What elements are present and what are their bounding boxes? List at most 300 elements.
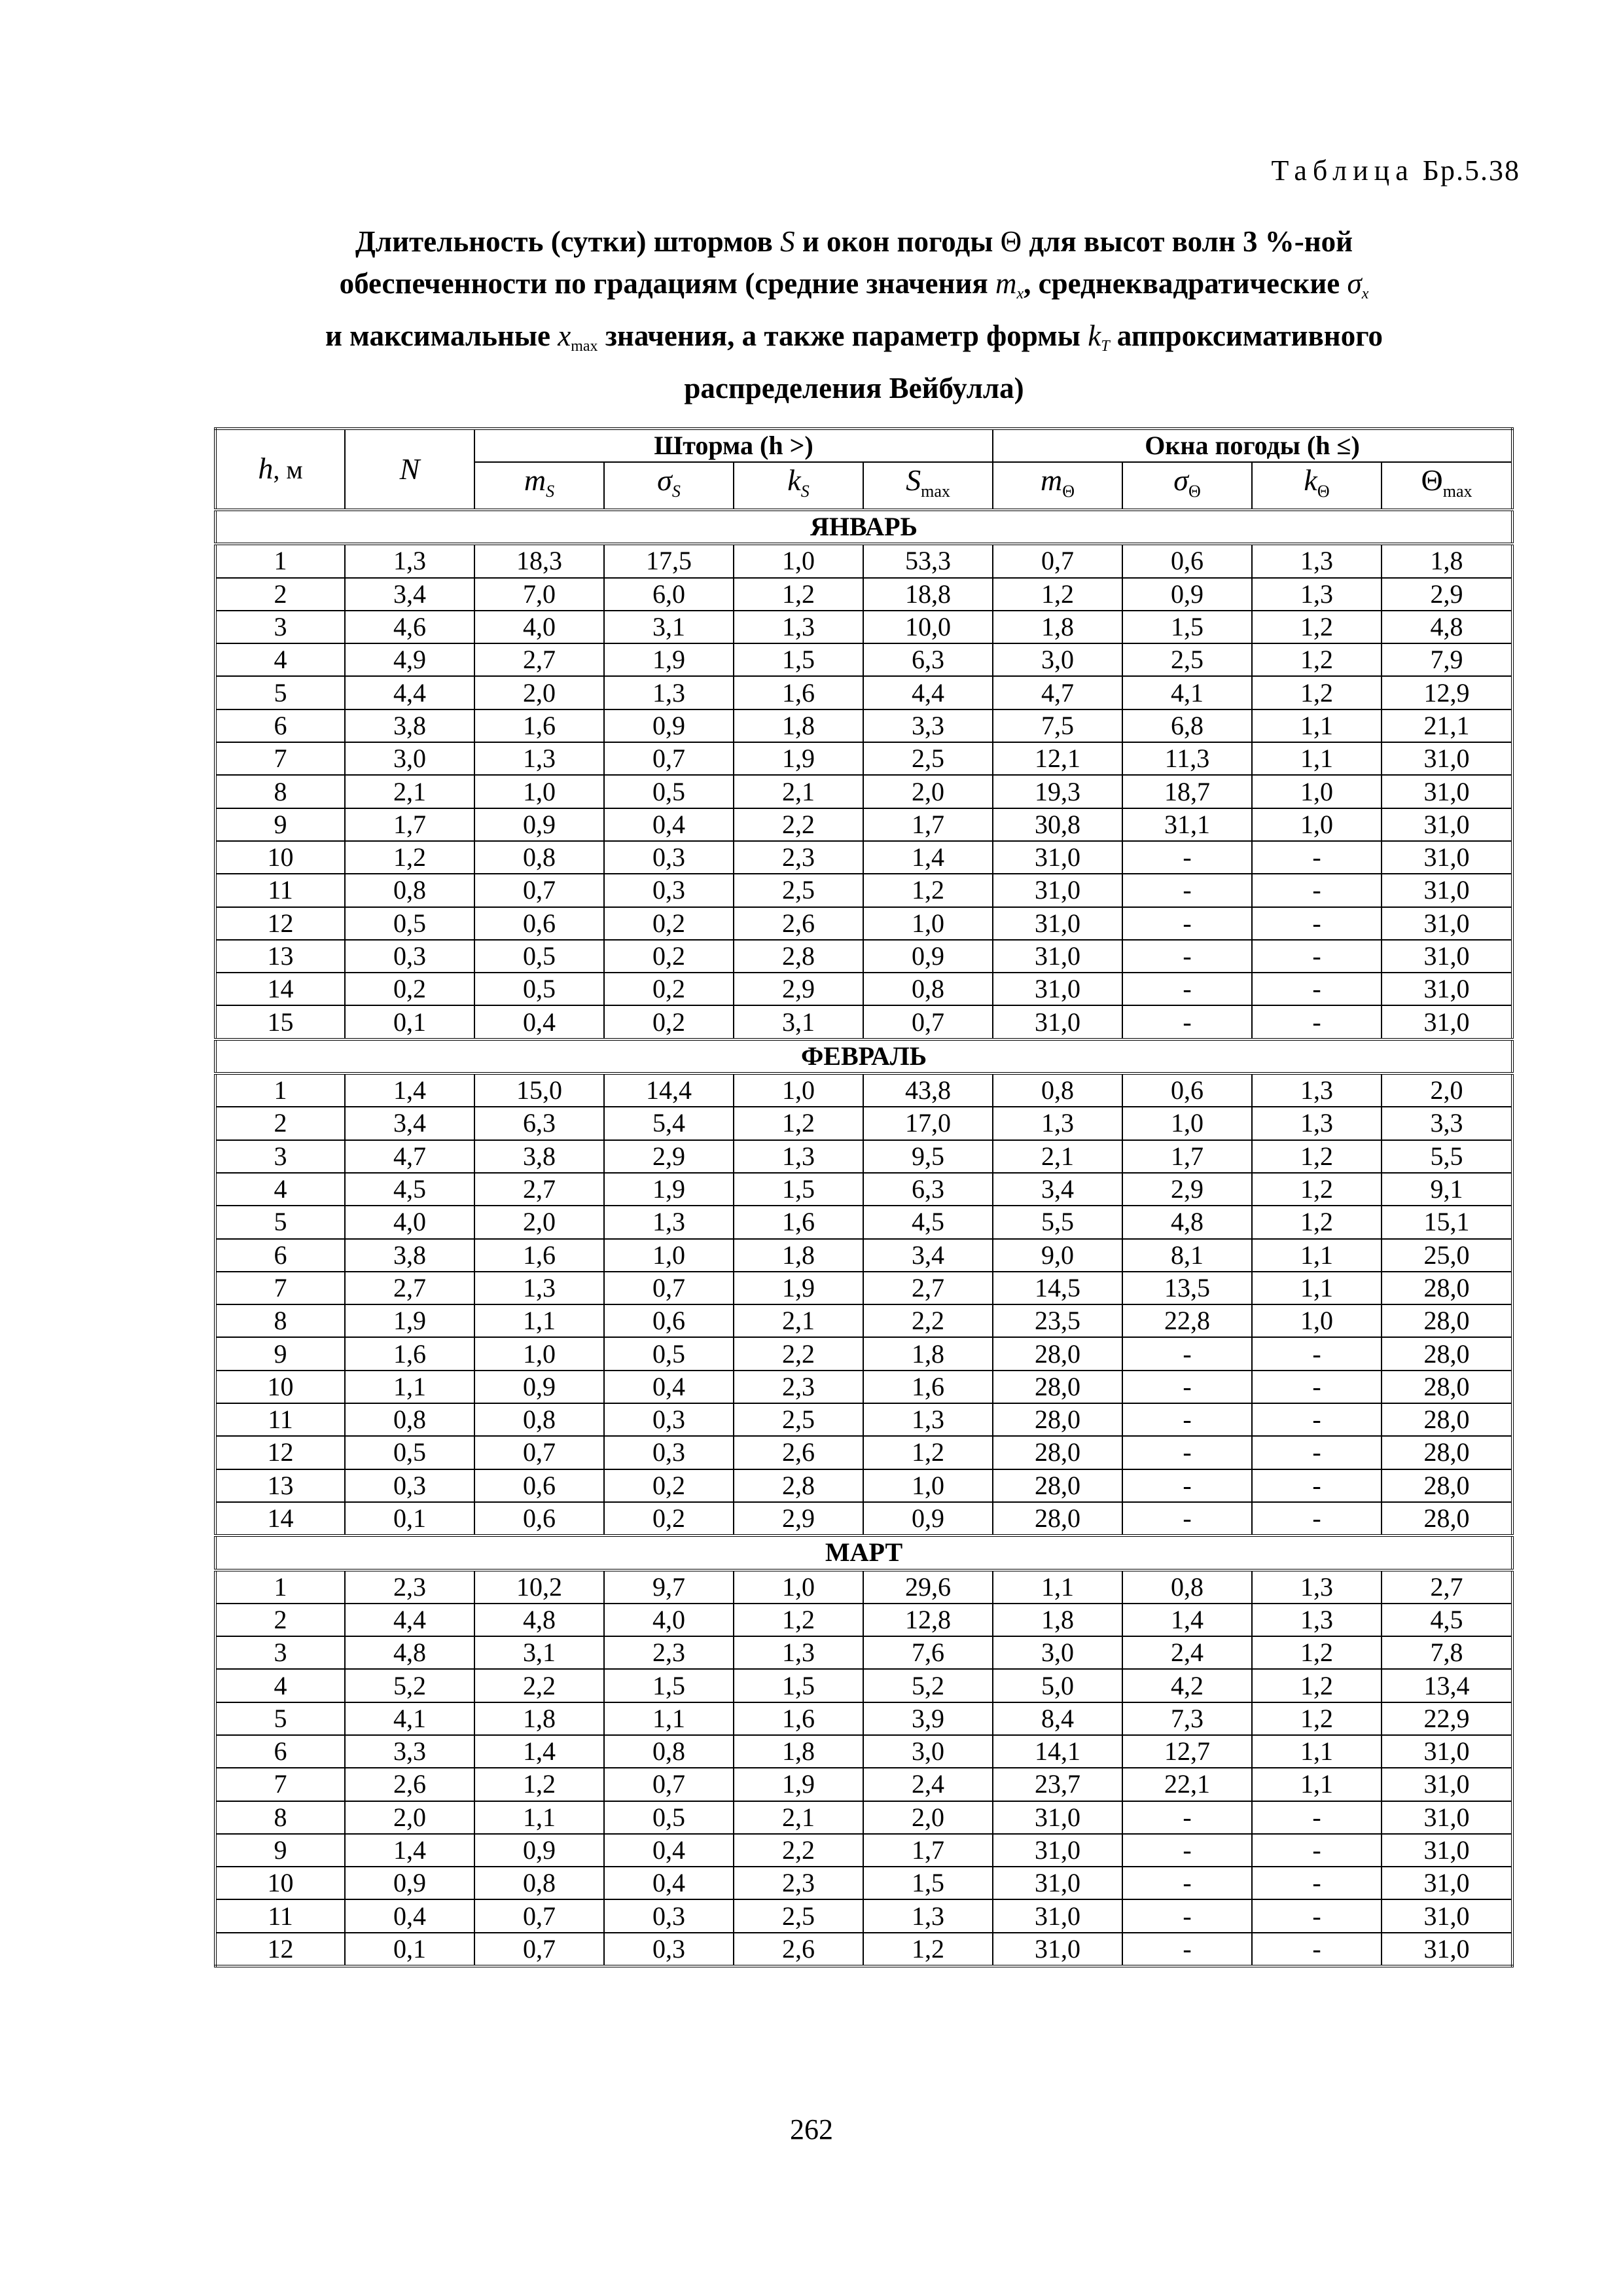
table-row xyxy=(215,1239,1512,1272)
header-window-col-3 xyxy=(1252,462,1382,510)
table-cell: 1,2 xyxy=(1252,1636,1382,1669)
table-cell: - xyxy=(1122,841,1252,874)
table-cell: 1,0 xyxy=(734,544,863,577)
table-cell: 31,0 xyxy=(1382,808,1512,841)
table-cell: 7 xyxy=(215,1768,345,1801)
table-cell: 3 xyxy=(215,1636,345,1669)
header-storm-col-2 xyxy=(604,462,734,510)
table-cell: - xyxy=(1252,1899,1382,1932)
table-row xyxy=(215,1107,1512,1139)
table-cell: 6 xyxy=(215,709,345,742)
header-symbol-sub: S xyxy=(671,481,681,501)
table-cell: 43,8 xyxy=(863,1073,993,1107)
table-cell: 1,2 xyxy=(345,841,474,874)
table-row xyxy=(215,1073,1512,1107)
table-row xyxy=(215,1768,1512,1801)
table-cell: 28,0 xyxy=(1382,1337,1512,1370)
table-cell: 0,5 xyxy=(604,1801,734,1834)
table-cell: - xyxy=(1122,1403,1252,1436)
table-cell: - xyxy=(1252,1801,1382,1834)
caption-text: значения, а также параметр формы xyxy=(605,319,1080,352)
table-cell: 1,3 xyxy=(1252,1073,1382,1107)
header-symbol-sub: Θ xyxy=(1317,481,1330,501)
table-cell: 1,5 xyxy=(863,1867,993,1899)
table-cell: 1,5 xyxy=(734,1173,863,1206)
table-cell: 3,9 xyxy=(863,1702,993,1735)
table-cell: 31,0 xyxy=(1382,907,1512,940)
table-cell: 28,0 xyxy=(1382,1469,1512,1502)
table-cell: - xyxy=(1122,1371,1252,1403)
table-cell: 9,7 xyxy=(604,1570,734,1604)
table-cell: 3,4 xyxy=(993,1173,1122,1206)
table-cell: 22,1 xyxy=(1122,1768,1252,1801)
table-cell: 31,0 xyxy=(993,907,1122,940)
table-cell: 4,4 xyxy=(863,676,993,709)
table-cell: 2,2 xyxy=(734,1834,863,1867)
header-h-symbol: h xyxy=(258,452,274,485)
table-cell: 2,0 xyxy=(1382,1073,1512,1107)
table-cell: 4,1 xyxy=(1122,676,1252,709)
table-cell: 0,6 xyxy=(474,1502,604,1535)
table-cell: 1,1 xyxy=(1252,742,1382,775)
table-cell: 28,0 xyxy=(1382,1436,1512,1469)
table-cell: - xyxy=(1122,1801,1252,1834)
table-cell: 1,8 xyxy=(993,1604,1122,1636)
table-cell: 1,7 xyxy=(863,808,993,841)
table-cell: 4,7 xyxy=(993,676,1122,709)
table-cell: 2,7 xyxy=(863,1272,993,1304)
table-cell: 31,0 xyxy=(993,1005,1122,1039)
table-row xyxy=(215,775,1512,808)
table-cell: 7,8 xyxy=(1382,1636,1512,1669)
table-cell: 1,2 xyxy=(863,874,993,906)
table-cell: - xyxy=(1122,1933,1252,1966)
table-cell: 4,2 xyxy=(1122,1669,1252,1702)
header-storm-col-4 xyxy=(863,462,993,510)
caption-text: Длительность (сутки) штормов xyxy=(355,225,773,258)
header-N: N xyxy=(345,429,474,510)
table-cell: 31,0 xyxy=(1382,874,1512,906)
table-cell: 1,5 xyxy=(1122,611,1252,643)
table-cell: 0,5 xyxy=(604,1337,734,1370)
table-cell: 0,7 xyxy=(474,1933,604,1966)
table-cell: 0,8 xyxy=(993,1073,1122,1107)
table-cell: 1,0 xyxy=(1252,1304,1382,1337)
table-cell: 7,6 xyxy=(863,1636,993,1669)
table-cell: 28,0 xyxy=(1382,1272,1512,1304)
caption-text: , среднеквадратические xyxy=(1024,267,1340,300)
table-row xyxy=(215,1570,1512,1604)
table-cell: 6 xyxy=(215,1239,345,1272)
table-cell: 31,0 xyxy=(1382,775,1512,808)
table-cell: 7 xyxy=(215,742,345,775)
table-cell: 12 xyxy=(215,907,345,940)
table-cell: 31,0 xyxy=(993,1899,1122,1932)
table-cell: 1,3 xyxy=(474,742,604,775)
table-cell: 14 xyxy=(215,973,345,1005)
table-row xyxy=(215,1933,1512,1966)
table-cell: 0,3 xyxy=(604,1436,734,1469)
caption-line-1 xyxy=(216,221,1492,262)
table-cell: 8,4 xyxy=(993,1702,1122,1735)
table-row xyxy=(215,709,1512,742)
month-row xyxy=(215,1535,1512,1570)
table-cell: - xyxy=(1252,1436,1382,1469)
caption-subscript: max xyxy=(571,338,598,355)
header-h xyxy=(215,429,345,510)
table-cell: 12,9 xyxy=(1382,676,1512,709)
table-cell: 18,3 xyxy=(474,544,604,577)
table-cell: 12 xyxy=(215,1436,345,1469)
caption-line-3 xyxy=(216,315,1492,367)
table-cell: 31,0 xyxy=(1382,1801,1512,1834)
table-cell: 1,1 xyxy=(1252,1768,1382,1801)
table-cell: 0,7 xyxy=(474,874,604,906)
table-cell: 4,9 xyxy=(345,643,474,676)
table-cell: 0,2 xyxy=(604,1005,734,1039)
table-cell: 4 xyxy=(215,1173,345,1206)
table-cell: 0,9 xyxy=(863,1502,993,1535)
table-cell: 0,6 xyxy=(474,907,604,940)
table-cell: 6 xyxy=(215,1735,345,1768)
table-row xyxy=(215,1735,1512,1768)
table-cell: - xyxy=(1122,1436,1252,1469)
table-cell: 3,3 xyxy=(863,709,993,742)
table-cell: 10 xyxy=(215,841,345,874)
table-cell: 11,3 xyxy=(1122,742,1252,775)
data-table xyxy=(214,427,1514,1967)
table-cell: 2,3 xyxy=(734,841,863,874)
table-cell: 4,8 xyxy=(345,1636,474,1669)
table-cell: 2,7 xyxy=(345,1272,474,1304)
table-cell: 1,4 xyxy=(474,1735,604,1768)
table-row xyxy=(215,1801,1512,1834)
table-cell: 4,7 xyxy=(345,1140,474,1173)
table-cell: 2,4 xyxy=(863,1768,993,1801)
table-cell: 0,9 xyxy=(474,1371,604,1403)
header-symbol-sub: S xyxy=(546,481,555,501)
table-cell: 8,1 xyxy=(1122,1239,1252,1272)
table-cell: 13,5 xyxy=(1122,1272,1252,1304)
header-symbol-sub: S xyxy=(800,481,810,501)
table-cell: 0,3 xyxy=(604,841,734,874)
table-cell: 1,1 xyxy=(474,1801,604,1834)
table-cell: 1,4 xyxy=(345,1073,474,1107)
table-cell: 4,5 xyxy=(863,1206,993,1238)
table-cell: - xyxy=(1252,1834,1382,1867)
header-weather-windows: Окна погоды (h ≤) xyxy=(993,429,1512,462)
caption-subscript: T xyxy=(1101,338,1110,355)
table-cell: 0,4 xyxy=(604,1834,734,1867)
table-cell: 31,0 xyxy=(993,1834,1122,1867)
table-cell: 0,9 xyxy=(474,1834,604,1867)
table-cell: 0,9 xyxy=(345,1867,474,1899)
table-cell: 1,8 xyxy=(863,1337,993,1370)
caption-text: для высот волн 3 %-ной xyxy=(1029,225,1353,258)
caption-subscript: x xyxy=(1361,285,1369,302)
table-cell: 1,4 xyxy=(345,1834,474,1867)
table-cell: 0,3 xyxy=(604,1899,734,1932)
table-cell: 31,0 xyxy=(1382,742,1512,775)
table-cell: 1,6 xyxy=(734,676,863,709)
table-cell: 12,7 xyxy=(1122,1735,1252,1768)
table-cell: 1,2 xyxy=(734,1604,863,1636)
table-cell: 2,3 xyxy=(734,1371,863,1403)
table-cell: 7,3 xyxy=(1122,1702,1252,1735)
table-cell: 0,1 xyxy=(345,1005,474,1039)
table-cell: 3,3 xyxy=(1382,1107,1512,1139)
caption-symbol: Θ xyxy=(1000,225,1022,258)
table-cell: 4,1 xyxy=(345,1702,474,1735)
table-cell: - xyxy=(1252,1337,1382,1370)
header-symbol-sub: Θ xyxy=(1188,481,1201,501)
table-cell: 13 xyxy=(215,940,345,973)
table-cell: 2,0 xyxy=(863,775,993,808)
table-cell: 8 xyxy=(215,1304,345,1337)
header-symbol-base: k xyxy=(787,463,801,497)
table-cell: 0,4 xyxy=(474,1005,604,1039)
table-cell: 12 xyxy=(215,1933,345,1966)
caption-symbol: S xyxy=(780,225,795,258)
table-cell: - xyxy=(1122,907,1252,940)
table-cell: 4,5 xyxy=(1382,1604,1512,1636)
table-cell: 2 xyxy=(215,578,345,611)
table-cell: 2,5 xyxy=(734,1899,863,1932)
table-cell: 2,7 xyxy=(1382,1570,1512,1604)
table-cell: 3,8 xyxy=(345,1239,474,1272)
table-cell: 5,2 xyxy=(345,1669,474,1702)
table-cell: 28,0 xyxy=(993,1337,1122,1370)
table-cell: 31,0 xyxy=(1382,973,1512,1005)
table-cell: 4,0 xyxy=(604,1604,734,1636)
table-cell: - xyxy=(1252,1403,1382,1436)
table-row xyxy=(215,1371,1512,1403)
table-cell: 5,5 xyxy=(993,1206,1122,1238)
table-cell: 9,1 xyxy=(1382,1173,1512,1206)
table-cell: 0,3 xyxy=(604,1403,734,1436)
table-cell: 0,5 xyxy=(345,1436,474,1469)
table-cell: - xyxy=(1252,1933,1382,1966)
table-row xyxy=(215,1304,1512,1337)
table-cell: 31,0 xyxy=(993,973,1122,1005)
table-cell: 1,2 xyxy=(734,1107,863,1139)
table-cell: 0,2 xyxy=(345,973,474,1005)
header-symbol-sub: max xyxy=(1442,481,1472,501)
table-cell: 1,7 xyxy=(863,1834,993,1867)
table-cell: 12,1 xyxy=(993,742,1122,775)
table-cell: 22,9 xyxy=(1382,1702,1512,1735)
table-cell: 0,5 xyxy=(474,940,604,973)
table-cell: 2,3 xyxy=(734,1867,863,1899)
table-cell: 28,0 xyxy=(1382,1371,1512,1403)
table-cell: 9,0 xyxy=(993,1239,1122,1272)
table-cell: - xyxy=(1122,874,1252,906)
header-symbol-sub: Θ xyxy=(1062,481,1075,501)
table-row xyxy=(215,1702,1512,1735)
table-cell: 2,7 xyxy=(474,643,604,676)
table-cell: 1,2 xyxy=(863,1933,993,1966)
table-row xyxy=(215,1403,1512,1436)
caption-text: и максимальные xyxy=(325,319,550,352)
table-cell: 2,0 xyxy=(474,1206,604,1238)
table-row xyxy=(215,874,1512,906)
table-cell: 0,8 xyxy=(345,874,474,906)
table-cell: 1,2 xyxy=(1252,1702,1382,1735)
table-cell: 0,3 xyxy=(345,1469,474,1502)
table-cell: 18,7 xyxy=(1122,775,1252,808)
table-cell: 1,1 xyxy=(993,1570,1122,1604)
caption-line-2 xyxy=(216,262,1492,315)
table-cell: - xyxy=(1252,1469,1382,1502)
table-cell: 1 xyxy=(215,544,345,577)
table-row xyxy=(215,1206,1512,1238)
table-cell: 6,3 xyxy=(863,1173,993,1206)
table-cell: 0,4 xyxy=(604,1371,734,1403)
table-cell: 11 xyxy=(215,1899,345,1932)
month-label: ФЕВРАЛЬ xyxy=(215,1039,1512,1073)
table-cell: 1,2 xyxy=(1252,1206,1382,1238)
table-cell: 0,8 xyxy=(474,1403,604,1436)
table-cell: 2,2 xyxy=(734,808,863,841)
table-cell: 1,7 xyxy=(1122,1140,1252,1173)
table-row xyxy=(215,808,1512,841)
table-cell: 0,7 xyxy=(604,742,734,775)
header-symbol-base: σ xyxy=(657,463,672,497)
table-cell: 6,8 xyxy=(1122,709,1252,742)
page-number: 262 xyxy=(790,2113,833,2145)
table-cell: 10,2 xyxy=(474,1570,604,1604)
table-cell: - xyxy=(1122,1899,1252,1932)
table-cell: 2,8 xyxy=(734,940,863,973)
table-cell: 2,5 xyxy=(1122,643,1252,676)
table-cell: 2,6 xyxy=(345,1768,474,1801)
table-cell: 9 xyxy=(215,808,345,841)
table-cell: 14,5 xyxy=(993,1272,1122,1304)
table-cell: 1,1 xyxy=(345,1371,474,1403)
table-cell: 2,9 xyxy=(1122,1173,1252,1206)
table-cell: 1,0 xyxy=(604,1239,734,1272)
table-cell: 13 xyxy=(215,1469,345,1502)
table-cell: 1,4 xyxy=(1122,1604,1252,1636)
month-label: ЯНВАРЬ xyxy=(215,510,1512,544)
table-cell: 10 xyxy=(215,1371,345,1403)
header-symbol-base: σ xyxy=(1173,463,1188,497)
table-cell: 4,6 xyxy=(345,611,474,643)
month-row xyxy=(215,510,1512,544)
table-row xyxy=(215,611,1512,643)
table-cell: 2,1 xyxy=(345,775,474,808)
table-cell: 1,0 xyxy=(863,1469,993,1502)
table-cell: 1,4 xyxy=(863,841,993,874)
table-cell: 1,3 xyxy=(474,1272,604,1304)
table-cell: 2,6 xyxy=(734,907,863,940)
table-body xyxy=(215,510,1512,1966)
header-window-col-1 xyxy=(993,462,1122,510)
table-cell: 0,2 xyxy=(604,1502,734,1535)
table-cell: - xyxy=(1252,1502,1382,1535)
table-cell: 1 xyxy=(215,1073,345,1107)
table-cell: - xyxy=(1252,1371,1382,1403)
table-cell: 2,1 xyxy=(993,1140,1122,1173)
table-cell: 0,4 xyxy=(345,1899,474,1932)
table-cell: 0,3 xyxy=(345,940,474,973)
table-cell: - xyxy=(1252,907,1382,940)
table-cell: 17,0 xyxy=(863,1107,993,1139)
table-cell: 0,5 xyxy=(604,775,734,808)
table-cell: 1,0 xyxy=(1252,808,1382,841)
table-cell: 0,7 xyxy=(604,1272,734,1304)
caption-symbol: k xyxy=(1088,319,1101,352)
table-cell: - xyxy=(1252,874,1382,906)
month-row xyxy=(215,1039,1512,1073)
table-cell: 0,8 xyxy=(863,973,993,1005)
table-cell: 0,5 xyxy=(345,907,474,940)
table-cell: 0,7 xyxy=(604,1768,734,1801)
table-cell: 1,1 xyxy=(1252,709,1382,742)
table-cell: 3,1 xyxy=(474,1636,604,1669)
table-cell: 25,0 xyxy=(1382,1239,1512,1272)
table-cell: 1,2 xyxy=(474,1768,604,1801)
table-cell: 21,1 xyxy=(1382,709,1512,742)
table-row xyxy=(215,676,1512,709)
table-cell: 4,5 xyxy=(345,1173,474,1206)
table-cell: 1,8 xyxy=(1382,544,1512,577)
table-cell: 1,1 xyxy=(1252,1272,1382,1304)
table-cell: 31,0 xyxy=(1382,1899,1512,1932)
table-cell: 53,3 xyxy=(863,544,993,577)
table-cell: 2,1 xyxy=(734,1304,863,1337)
table-row xyxy=(215,907,1512,940)
caption-symbol: x xyxy=(558,319,571,352)
table-cell: 1,3 xyxy=(604,1206,734,1238)
table-cell: 8 xyxy=(215,1801,345,1834)
table-cell: 15 xyxy=(215,1005,345,1039)
table-cell: 4,8 xyxy=(1382,611,1512,643)
table-cell: 22,8 xyxy=(1122,1304,1252,1337)
header-h-unit: , м xyxy=(273,455,303,484)
table-cell: 28,0 xyxy=(993,1371,1122,1403)
table-label-word: Таблица xyxy=(1271,154,1414,187)
table-cell: 2,5 xyxy=(734,1403,863,1436)
table-cell: 1,1 xyxy=(604,1702,734,1735)
table-row xyxy=(215,1173,1512,1206)
table-cell: 31,0 xyxy=(1382,1834,1512,1867)
table-cell: 0,1 xyxy=(345,1502,474,1535)
month-label: МАРТ xyxy=(215,1535,1512,1570)
table-cell: 1,2 xyxy=(1252,611,1382,643)
table-cell: 2,3 xyxy=(604,1636,734,1669)
table-cell: 1,3 xyxy=(863,1899,993,1932)
caption-line-4: распределения Вейбулла) xyxy=(684,372,1024,404)
table-cell: 23,7 xyxy=(993,1768,1122,1801)
table-cell: 0,8 xyxy=(345,1403,474,1436)
table-cell: 1,5 xyxy=(734,643,863,676)
table-row xyxy=(215,1469,1512,1502)
table-cell: 1,0 xyxy=(1252,775,1382,808)
table-cell: 1,3 xyxy=(1252,1570,1382,1604)
table-cell: 0,6 xyxy=(1122,1073,1252,1107)
table-cell: 3,8 xyxy=(345,709,474,742)
table-cell: 0,8 xyxy=(604,1735,734,1768)
table-cell: 2,9 xyxy=(734,1502,863,1535)
table-cell: 31,0 xyxy=(1382,940,1512,973)
table-cell: 1,6 xyxy=(734,1702,863,1735)
table-cell: 5,0 xyxy=(993,1669,1122,1702)
table-cell: 3,4 xyxy=(863,1239,993,1272)
table-cell: 0,6 xyxy=(474,1469,604,1502)
table-row xyxy=(215,643,1512,676)
table-cell: 0,6 xyxy=(604,1304,734,1337)
